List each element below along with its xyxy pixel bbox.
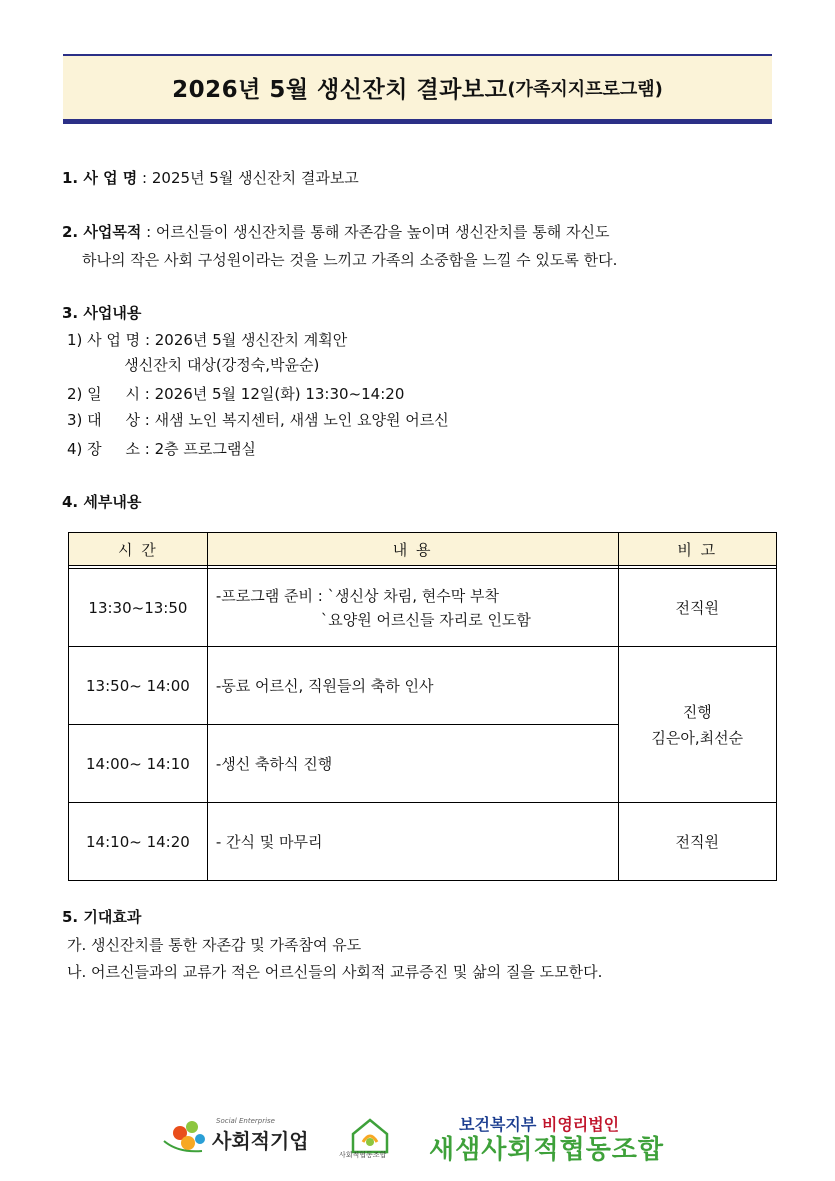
section-1 xyxy=(62,168,359,188)
se-name: 사회적기업 xyxy=(212,1129,309,1153)
row-content: -동료 어르신, 직원들의 축하 인사 xyxy=(207,647,618,725)
section-5-item: 가. 생신잔치를 통한 자존감 및 가족참여 유도 xyxy=(67,936,362,954)
table-row xyxy=(69,803,777,881)
org-ministry: 보건복지부 xyxy=(459,1115,537,1134)
section-5-label: 5. 기대효과 xyxy=(62,908,142,926)
section-2 xyxy=(62,222,610,242)
page-subtitle: (가족지지프로그램) xyxy=(507,78,663,100)
section-3-item: 4) 장 소 : 2층 프로그램실 xyxy=(67,440,256,458)
section-4-label: 4. 세부내용 xyxy=(62,493,142,511)
row-time: 14:00~ 14:10 xyxy=(69,725,208,803)
row-time: 13:50~ 14:00 xyxy=(69,647,208,725)
row-note: 전직원 xyxy=(618,569,777,647)
schedule-table xyxy=(68,532,777,881)
row-content xyxy=(207,569,618,647)
section-3-item: 2) 일 시 : 2026년 5월 12일(화) 13:30~14:20 xyxy=(67,385,405,403)
org-nonprofit: 비영리법인 xyxy=(541,1115,620,1134)
table-header-row xyxy=(69,533,777,566)
header-time: 시 간 xyxy=(69,533,208,566)
title-banner xyxy=(63,54,772,124)
section-1-text: : 2025년 5월 생신잔치 결과보고 xyxy=(137,169,359,187)
row-time: 13:30~13:50 xyxy=(69,569,208,647)
section-3-label: 3. 사업내용 xyxy=(62,304,142,322)
coop-small-text: 사회적협동조합 xyxy=(339,1151,387,1159)
row-time: 14:10~ 14:20 xyxy=(69,803,208,881)
page-title: 2026년 5월 생신잔치 결과보고 xyxy=(172,77,508,103)
section-3-item: 생신잔치 대상(강정숙,박윤순) xyxy=(67,356,320,374)
row-note-merged xyxy=(618,647,777,803)
row-content-line: -프로그램 준비 : `생신상 차림, 현수막 부착 xyxy=(215,586,500,605)
section-1-label: 1. 사 업 명 xyxy=(62,169,138,187)
section-2-label: 2. 사업목적 xyxy=(62,223,142,241)
table-row xyxy=(69,647,777,725)
section-3-item: 1) 사 업 명 : 2026년 5월 생신잔치 계획안 xyxy=(67,331,348,349)
table-row xyxy=(69,569,777,647)
note-line: 김은아,최선순 xyxy=(651,728,744,747)
org-name: 새샘사회적협동조합 xyxy=(429,1135,665,1165)
header-note: 비 고 xyxy=(618,533,777,566)
note-line: 진행 xyxy=(682,702,712,721)
row-content: - 간식 및 마무리 xyxy=(207,803,618,881)
row-content: -생신 축하식 진행 xyxy=(207,725,618,803)
section-5-item: 나. 어르신들과의 교류가 적은 어르신들의 사회적 교류증진 및 삶의 질을 도모한다. xyxy=(67,963,603,981)
section-3-item: 3) 대 상 : 새샘 노인 복지센터, 새샘 노인 요양원 어르신 xyxy=(67,411,449,429)
section-2-text-cont: 하나의 작은 사회 구성원이라는 것을 느끼고 가족의 소중함을 느낄 수 있도록 한다. xyxy=(82,251,618,269)
row-content-line: `요양원 어르신들 자리로 인도함 xyxy=(215,610,531,629)
row-note: 전직원 xyxy=(618,803,777,881)
section-2-text: : 어르신들이 생신잔치를 통해 자존감을 높이며 생신잔치를 통해 자신도 xyxy=(141,223,610,241)
header-content: 내 용 xyxy=(207,533,618,566)
se-small-text: Social Enterprise xyxy=(216,1117,275,1125)
